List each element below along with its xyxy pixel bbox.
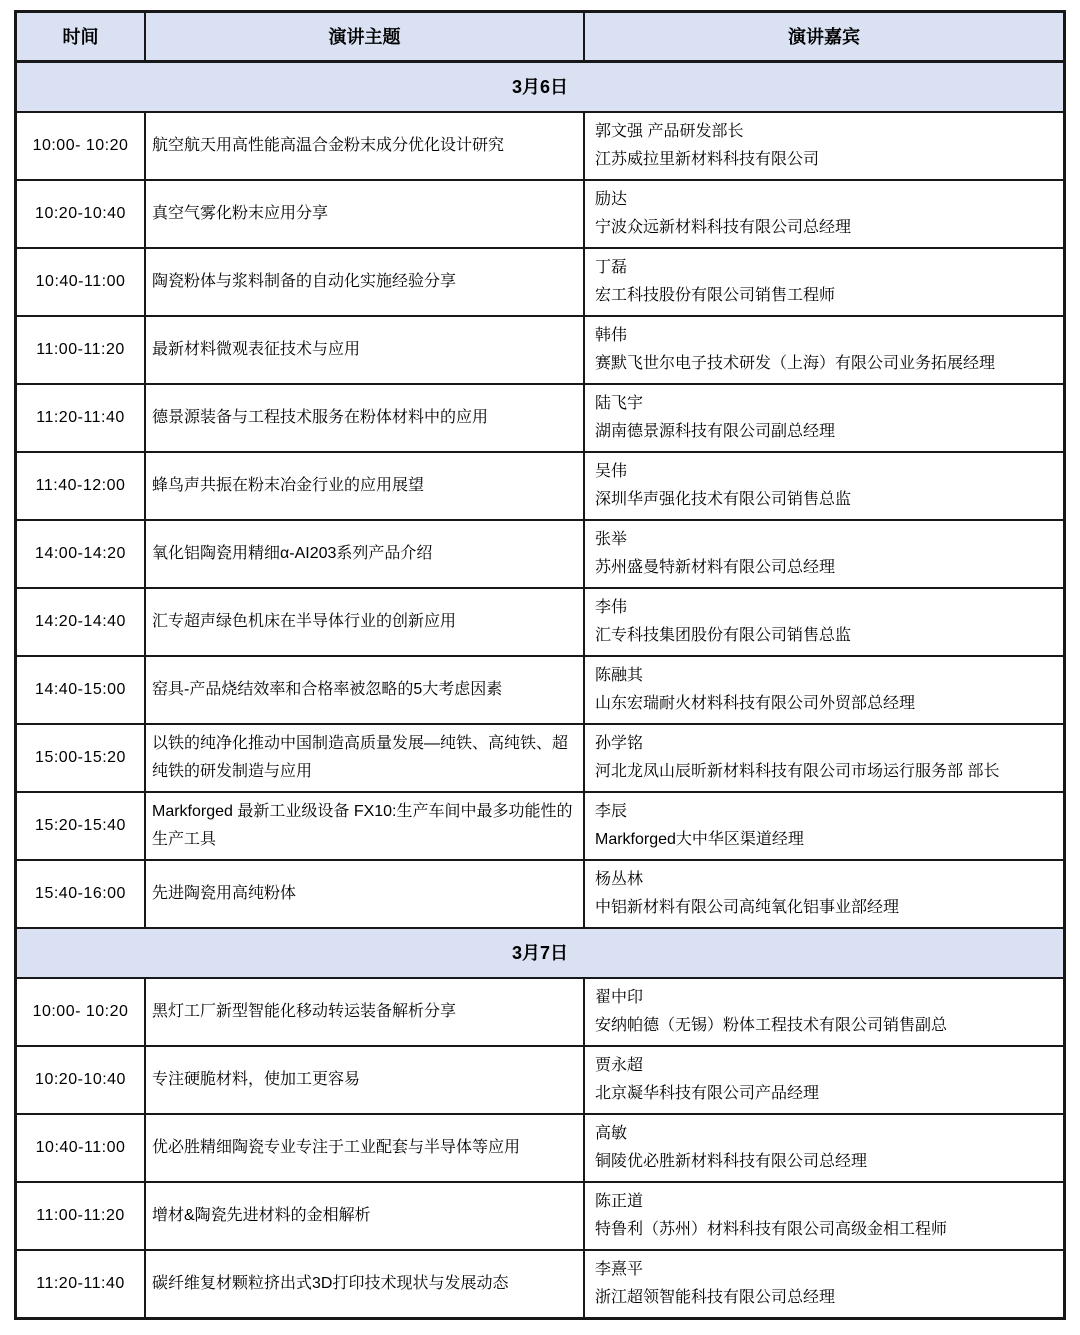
session-topic: 航空航天用高性能高温合金粉末成分优化设计研究 (146, 113, 585, 181)
session-topic: 以铁的纯净化推动中国制造高质量发展—纯铁、高纯铁、超纯铁的研发制造与应用 (146, 725, 585, 793)
session-time: 11:00-11:20 (17, 1183, 146, 1251)
session-time: 10:20-10:40 (17, 1047, 146, 1115)
guest-name: 杨丛林 (595, 871, 644, 888)
guest-name: 吴伟 (595, 463, 628, 480)
guest-organization: 安纳帕德（无锡）粉体工程技术有限公司销售副总 (595, 1017, 948, 1034)
session-guest (585, 249, 1063, 317)
guest-organization: 苏州盛曼特新材料有限公司总经理 (595, 559, 836, 576)
session-topic: 优必胜精细陶瓷专业专注于工业配套与半导体等应用 (146, 1115, 585, 1183)
guest-name: 丁磊 (595, 259, 628, 276)
guest-organization: 湖南德景源科技有限公司副总经理 (595, 423, 836, 440)
session-guest (585, 1251, 1063, 1317)
session-time: 14:20-14:40 (17, 589, 146, 657)
session-topic: 真空气雾化粉末应用分享 (146, 181, 585, 249)
session-time: 10:40-11:00 (17, 1115, 146, 1183)
guest-organization: 河北龙凤山辰昕新材料科技有限公司市场运行服务部 部长 (595, 763, 1000, 780)
guest-organization: 浙江超领智能科技有限公司总经理 (595, 1289, 836, 1306)
session-guest (585, 589, 1063, 657)
schedule-table (14, 10, 1066, 1320)
guest-name: 李伟 (595, 599, 628, 616)
guest-name: 高敏 (595, 1125, 628, 1142)
guest-organization: Markforged大中华区渠道经理 (595, 831, 804, 848)
session-guest (585, 521, 1063, 589)
session-topic: 汇专超声绿色机床在半导体行业的创新应用 (146, 589, 585, 657)
session-time: 10:00- 10:20 (17, 113, 146, 181)
session-topic: 窑具-产品烧结效率和合格率被忽略的5大考虑因素 (146, 657, 585, 725)
guest-name: 翟中印 (595, 989, 644, 1006)
column-header-time: 时间 (17, 13, 146, 63)
session-guest (585, 725, 1063, 793)
session-guest (585, 1047, 1063, 1115)
session-guest (585, 1115, 1063, 1183)
guest-organization: 山东宏瑞耐火材料科技有限公司外贸部总经理 (595, 695, 916, 712)
session-guest (585, 979, 1063, 1047)
session-time: 14:40-15:00 (17, 657, 146, 725)
session-time: 15:00-15:20 (17, 725, 146, 793)
session-topic: 碳纤维复材颗粒挤出式3D打印技术现状与发展动态 (146, 1251, 585, 1317)
session-guest (585, 181, 1063, 249)
date-section-header: 3月6日 (17, 63, 1063, 113)
session-guest (585, 317, 1063, 385)
session-guest (585, 385, 1063, 453)
session-topic: Markforged 最新工业级设备 FX10:生产车间中最多功能性的生产工具 (146, 793, 585, 861)
guest-name: 孙学铭 (595, 735, 644, 752)
guest-name: 郭文强 产品研发部长 (595, 123, 744, 140)
guest-name: 陆飞宇 (595, 395, 644, 412)
session-topic: 德景源装备与工程技术服务在粉体材料中的应用 (146, 385, 585, 453)
session-time: 14:00-14:20 (17, 521, 146, 589)
session-time: 10:40-11:00 (17, 249, 146, 317)
session-time: 10:00- 10:20 (17, 979, 146, 1047)
guest-organization: 江苏威拉里新材料科技有限公司 (595, 151, 820, 168)
session-topic: 氧化铝陶瓷用精细α-AI203系列产品介绍 (146, 521, 585, 589)
session-topic: 陶瓷粉体与浆料制备的自动化实施经验分享 (146, 249, 585, 317)
session-topic: 增材&陶瓷先进材料的金相解析 (146, 1183, 585, 1251)
guest-name: 李辰 (595, 803, 628, 820)
session-time: 11:20-11:40 (17, 1251, 146, 1317)
guest-organization: 特鲁利（苏州）材料科技有限公司高级金相工程师 (595, 1221, 948, 1238)
session-time: 10:20-10:40 (17, 181, 146, 249)
session-topic: 蜂鸟声共振在粉末冶金行业的应用展望 (146, 453, 585, 521)
date-section-header: 3月7日 (17, 929, 1063, 979)
guest-organization: 赛默飞世尔电子技术研发（上海）有限公司业务拓展经理 (595, 355, 996, 372)
guest-organization: 宁波众远新材料科技有限公司总经理 (595, 219, 852, 236)
session-time: 11:00-11:20 (17, 317, 146, 385)
session-time: 11:20-11:40 (17, 385, 146, 453)
guest-name: 陈融其 (595, 667, 644, 684)
guest-organization: 中铝新材料有限公司高纯氧化铝事业部经理 (595, 899, 900, 916)
session-topic: 黑灯工厂新型智能化移动转运装备解析分享 (146, 979, 585, 1047)
session-topic: 先进陶瓷用高纯粉体 (146, 861, 585, 929)
guest-name: 韩伟 (595, 327, 628, 344)
guest-organization: 深圳华声强化技术有限公司销售总监 (595, 491, 852, 508)
guest-organization: 汇专科技集团股份有限公司销售总监 (595, 627, 852, 644)
guest-name: 贾永超 (595, 1057, 644, 1074)
guest-organization: 北京凝华科技有限公司产品经理 (595, 1085, 820, 1102)
session-guest (585, 113, 1063, 181)
guest-name: 陈正道 (595, 1193, 644, 1210)
column-header-topic: 演讲主题 (146, 13, 585, 63)
session-guest (585, 453, 1063, 521)
guest-name: 张举 (595, 531, 628, 548)
session-topic: 专注硬脆材料，使加工更容易 (146, 1047, 585, 1115)
session-guest (585, 1183, 1063, 1251)
session-guest (585, 657, 1063, 725)
session-topic: 最新材料微观表征技术与应用 (146, 317, 585, 385)
session-time: 15:20-15:40 (17, 793, 146, 861)
session-guest (585, 861, 1063, 929)
guest-organization: 宏工科技股份有限公司销售工程师 (595, 287, 836, 304)
guest-organization: 铜陵优必胜新材料科技有限公司总经理 (595, 1153, 868, 1170)
guest-name: 励达 (595, 191, 628, 208)
session-time: 15:40-16:00 (17, 861, 146, 929)
column-header-guest: 演讲嘉宾 (585, 13, 1063, 63)
session-guest (585, 793, 1063, 861)
session-time: 11:40-12:00 (17, 453, 146, 521)
guest-name: 李熹平 (595, 1261, 644, 1278)
